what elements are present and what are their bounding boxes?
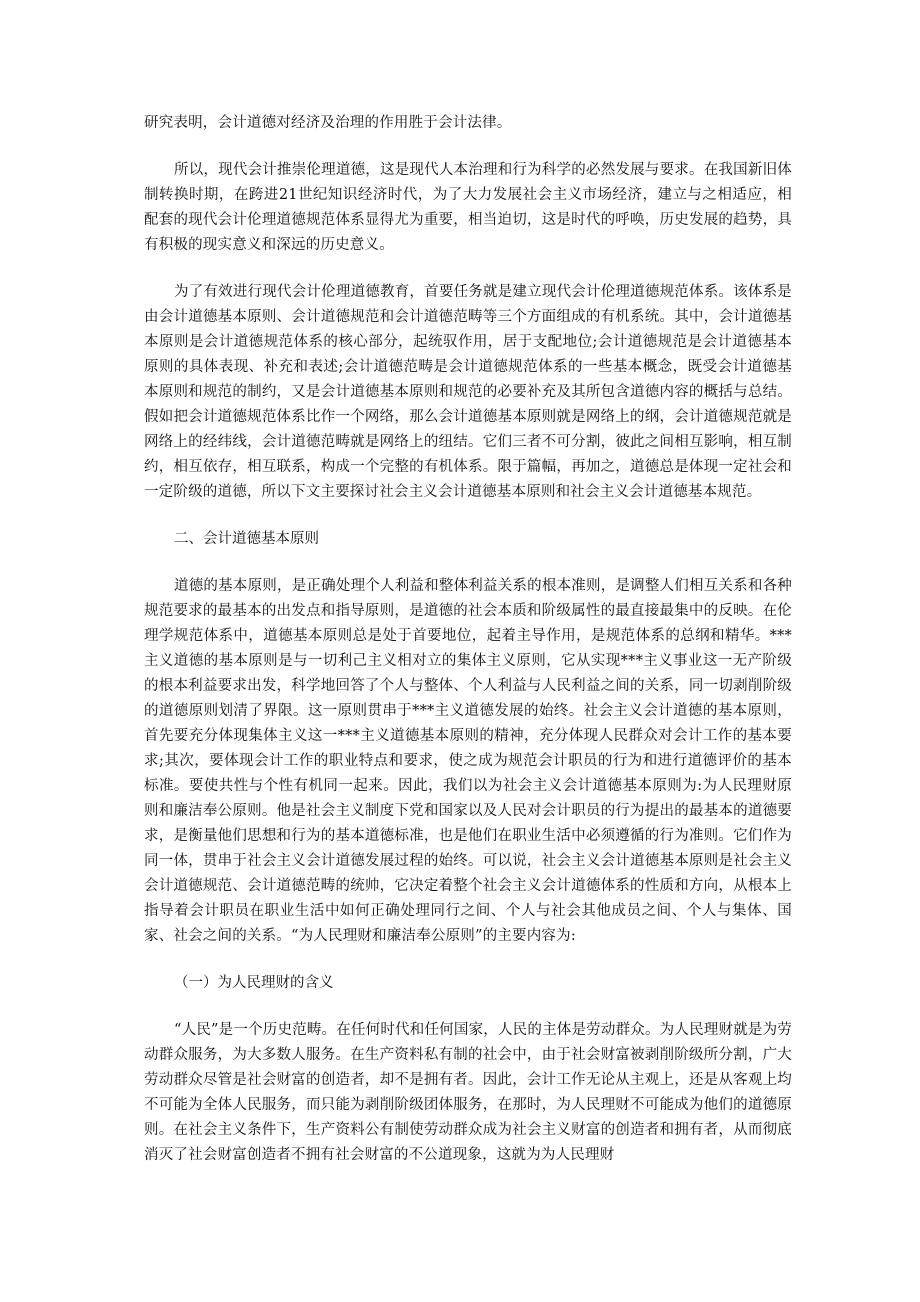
paragraph-modern-ethics: 所以，现代会计推崇伦理道德，这是现代人本治理和行为科学的必然发展与要求。在我国新旧体制转换时期，在跨进21世纪知识经济时代，为了大力发展社会主义市场经济，建立与之相适应，相配套的现代会计伦理道德规范体系显得尤为重要，相当迫切，这是时代的呼唤，历史发展的趋势，具有积极的现实意义和深远的历史意义。 bbox=[144, 162, 792, 253]
paragraph-basic-principles: 道德的基本原则，是正确处理个人利益和整体利益关系的根本准则，是调整人们相互关系和各种规范要求的最基本的出发点和指导原则，是道德的社会本质和阶级属性的最直接最集中的反映。在伦理学规范体系中，道德基本原则总是处于首要地位，起着主导作用，是规范体系的总纲和精华。***主义道德的基本原则是与一切利己主义相对立的集体主义原则，它从实现***主义事业这一无产阶级的根本利益要求出发，科学地回答了个人与整体、个人利益与人民利益之间的关系，同一切剥削阶级的道德原则划清了界限。这一原则贯串于***主义道德发展的始终。社会主义会计道德的基本原则，首先要充分体现集体主义这一***主义道德基本原则的精神，充分体现人民群众对会计工作的基本要求;其次，要体现会计工作的职业特点和要求，使之成为规范会计职员的行为和进行道德评价的基本标准。要使共性与个性有机同一起来。因此，我们以为社会主义会计道德基本原则为:为人民理财原则和廉洁奉公原则。他是社会主义制度下党和国家以及人民对会计职员的行为提出的最基本的道德要求，是衡量他们思想和行为的基本道德标准，也是他们在职业生活中必须遵循的行为准则。它们作为同一体，贯串于社会主义会计道德发展过程的始终。可以说，社会主义会计道德基本原则是社会主义会计道德规范、会计道德范畴的统帅，它决定着整个社会主义会计道德体系的性质和方向，从根本上指导着会计职员在职业生活中如何正确处理同行之间、个人与社会其他成员之间、个人与集体、国家、社会之间的关系。“为人民理财和廉洁奉公原则”的主要内容为: bbox=[144, 578, 792, 944]
section-heading-basic-principles: 二、会计道德基本原则 bbox=[174, 531, 319, 547]
paragraph-intro-conclusion: 研究表明，会计道德对经济及治理的作用胜于会计法律。 bbox=[144, 115, 512, 131]
paragraph-norm-system: 为了有效进行现代会计伦理道德教育，首要任务就是建立现代会计伦理道德规范体系。该体系是由会计道德基本原则、会计道德规范和会计道德范畴等三个方面组成的有机系统。其中，会计道德基本原则是会计道德规范体系的核心部分，起统驭作用，居于支配地位;会计道德规范是会计道德基本原则的具体表现、补充和表述;会计道德范畴是会计道德规范体系的一些基本概念，既受会计道德基本原则和规范的制约，又是会计道德基本原则和规范的必要补充及其所包含道德内容的概括与总结。假如把会计道德规范体系比作一个网络，那么会计道德基本原则就是网络上的纲，会计道德规范就是网络上的经纬线，会计道德范畴就是网络上的纽结。它们三者不可分割，彼此之间相互影响，相互制约，相互依存，相互联系，构成一个完整的有机体系。限于篇幅，再加之，道德总是体现一定社会和一定阶级的道德，所以下文主要探讨社会主义会计道德基本原则和社会主义会计道德基本规范。 bbox=[144, 284, 792, 500]
subsection-heading-people-finance: （一）为人民理财的含义 bbox=[174, 975, 334, 991]
paragraph-people-definition: “人民”是一个历史范畴。在任何时代和任何国家，人民的主体是劳动群众。为人民理财就是为劳动群众服务，为大多数人服务。在生产资料私有制的社会中，由于社会财富被剥削阶级所分割，广大劳动群众尽管是社会财富的创造者，却不是拥有者。因此，会计工作无论从主观上，还是从客观上均不可能为全体人民服务，而只能为剥削阶级团体服务，在那时，为人民理财不可能成为他们的道德原则。在社会主义条件下，生产资料公有制使劳动群众成为社会主义财富的创造者和拥有者，从而彻底消灭了社会财富创造者不拥有社会财富的不公道现象，这就为为人民理财 bbox=[144, 1022, 792, 1163]
